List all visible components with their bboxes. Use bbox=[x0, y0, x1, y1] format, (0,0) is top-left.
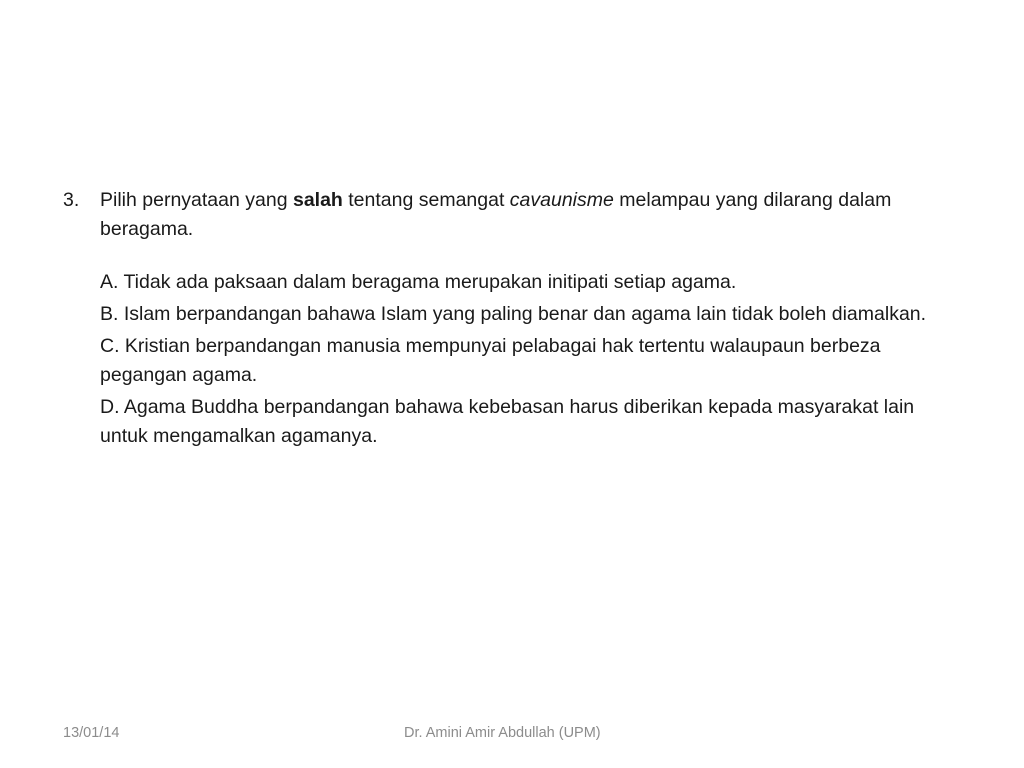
answer-option-d: D. Agama Buddha berpandangan bahawa kebebasan harus diberikan kepada masyarakat lain untuk mengamalkan agamanya. bbox=[100, 396, 915, 447]
question-text-before: Pilih pernyataan yang bbox=[100, 189, 293, 211]
answer-options bbox=[100, 268, 963, 451]
question-text-middle: tentang semangat bbox=[342, 189, 510, 211]
answer-option-a: A. Tidak ada paksaan dalam beragama merupakan initipati setiap agama. bbox=[100, 271, 737, 293]
question-text-emphasis: salah bbox=[292, 189, 343, 211]
answer-option-c: C. Kristian berpandangan manusia mempunyai pelabagai hak tertentu walaupaun berbeza pegangan agama. bbox=[100, 335, 881, 386]
question-number: 3. bbox=[63, 189, 80, 211]
question-block bbox=[63, 186, 963, 454]
question-stem bbox=[63, 186, 963, 244]
question-text-after: melampau yang dilarang dalam beragama. bbox=[100, 189, 892, 240]
question-text-term: cavaunisme bbox=[509, 189, 614, 211]
footer-author: Dr. Amini Amir Abdullah (UPM) bbox=[404, 725, 601, 741]
footer-date: 13/01/14 bbox=[63, 725, 120, 741]
answer-option-b: B. Islam berpandangan bahawa Islam yang paling benar dan agama lain tidak boleh diamalkan. bbox=[100, 303, 927, 325]
question-text bbox=[100, 186, 963, 244]
